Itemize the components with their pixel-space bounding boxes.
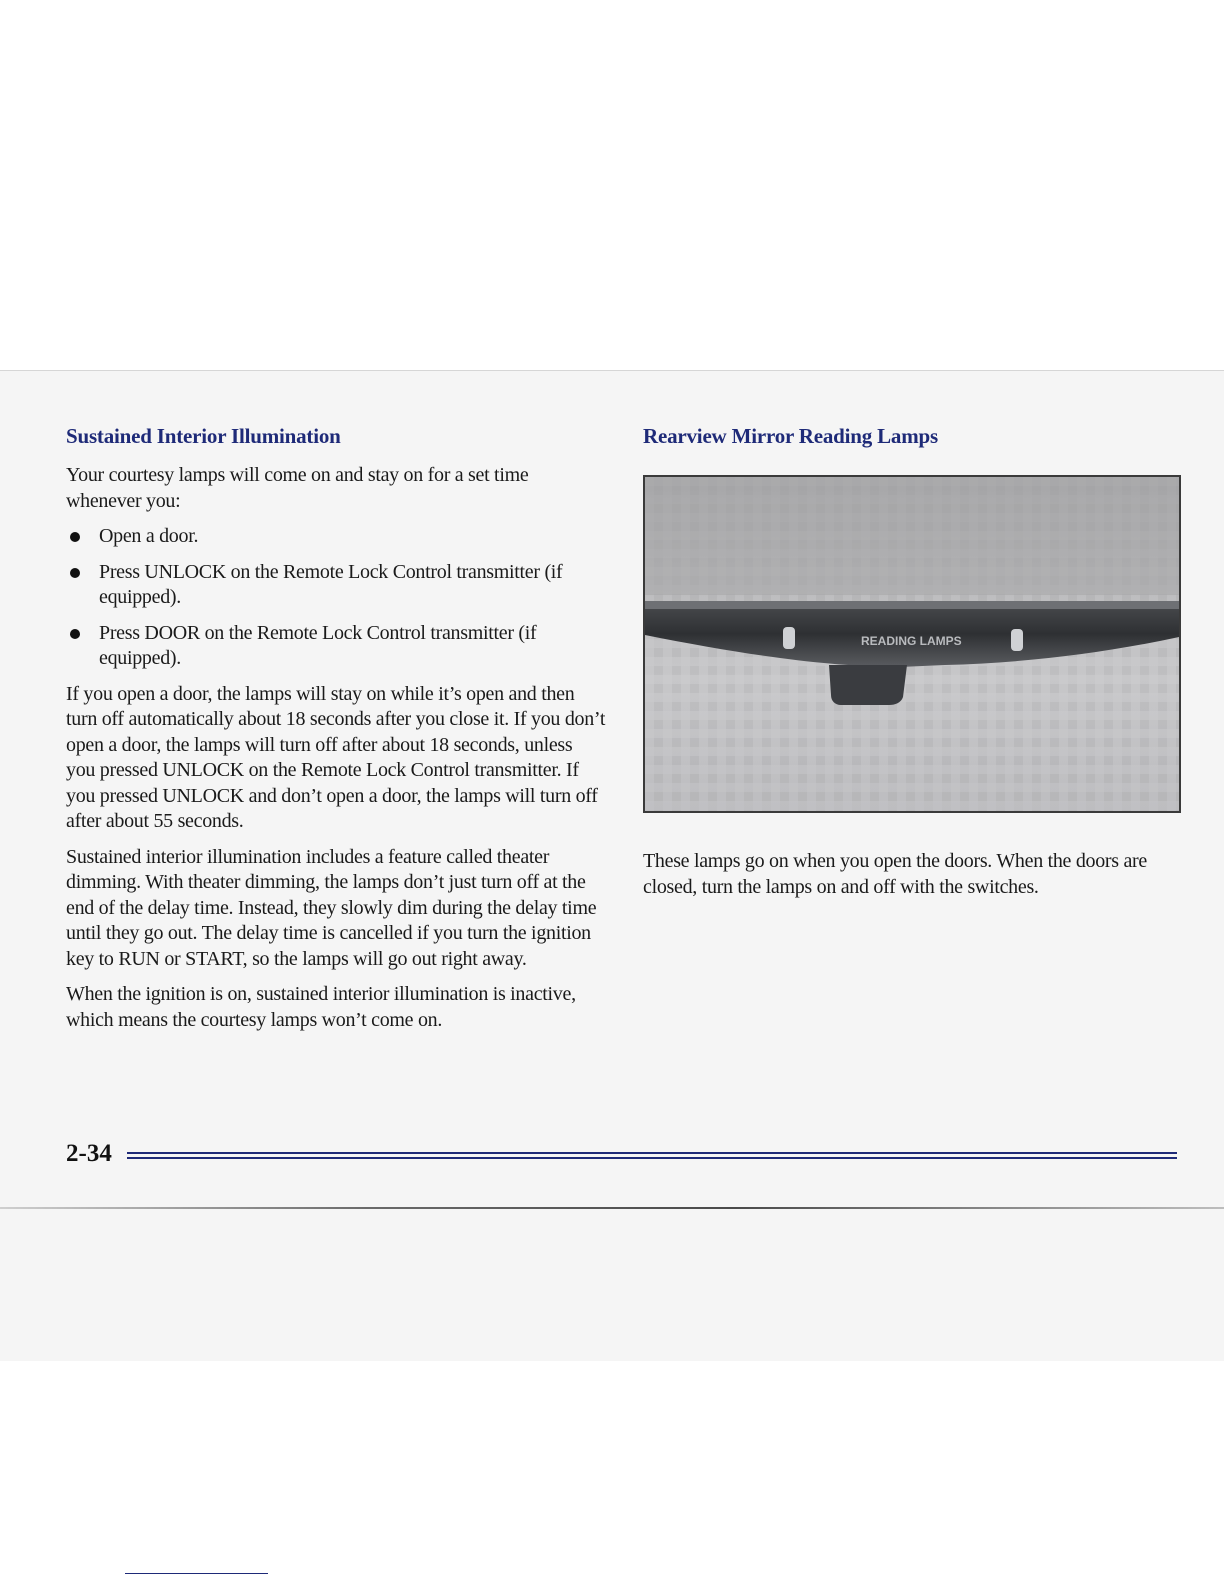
rule-line [127, 1152, 1177, 1154]
reading-lamps-paragraph: These lamps go on when you open the doors. When the doors are closed, turn the lamps on and off with the switches. [643, 850, 1147, 898]
body-paragraph: Sustained interior illumination includes a feature called theater dimming. With theater dimming, the lamps don’t just turn off at the end of the delay time. Instead, they slowly dim during the delay time until they go out. The delay time is cancelled if you turn the ignition key to RUN or START, so the lamps will go out right away. [66, 845, 597, 970]
list-item-text: Press DOOR on the Remote Lock Control transmitter (if equipped). [99, 621, 537, 669]
section-heading-sustained-illumination: Sustained Interior Illumination [66, 424, 341, 448]
intro-paragraph: Your courtesy lamps will come on and stay on for a set time whenever you: [66, 464, 529, 512]
bullet-icon [70, 532, 80, 542]
page-number: 2-34 [66, 1140, 112, 1167]
mirror-lamps-photo [643, 475, 1181, 813]
photo-caption-label: READING LAMPS [861, 634, 962, 648]
footer-double-rule [127, 1152, 1177, 1160]
list-item [66, 560, 606, 611]
list-item-text: Press UNLOCK on the Remote Lock Control transmitter (if equipped). [99, 560, 563, 608]
left-column [66, 424, 606, 1043]
section-heading-reading-lamps: Rearview Mirror Reading Lamps [643, 424, 938, 448]
mirror-illustration [645, 477, 1179, 811]
body-paragraph: When the ignition is on, sustained interior illumination is inactive, which means the courtesy lamps won’t come on. [66, 983, 576, 1031]
list-item [66, 524, 606, 550]
right-column [643, 424, 1183, 910]
list-item [66, 621, 606, 672]
rule-line [127, 1157, 1177, 1159]
list-item-text: Open a door. [99, 525, 199, 547]
bullet-icon [70, 568, 80, 578]
stray-underline [125, 1573, 268, 1574]
trigger-list [66, 524, 606, 672]
body-paragraph: If you open a door, the lamps will stay on while it’s open and then turn off automatically about 18 seconds after you close it. If you don’t open a door, the lamps will turn off after about 18 seconds, unless you pressed UNLOCK on the Remote Lock Control transmitter. If you pressed UNLOCK and don’t open a door, the lamps will turn off after about 55 seconds. [66, 682, 606, 832]
page-bottom-edge [0, 1207, 1224, 1209]
bullet-icon [70, 629, 80, 639]
